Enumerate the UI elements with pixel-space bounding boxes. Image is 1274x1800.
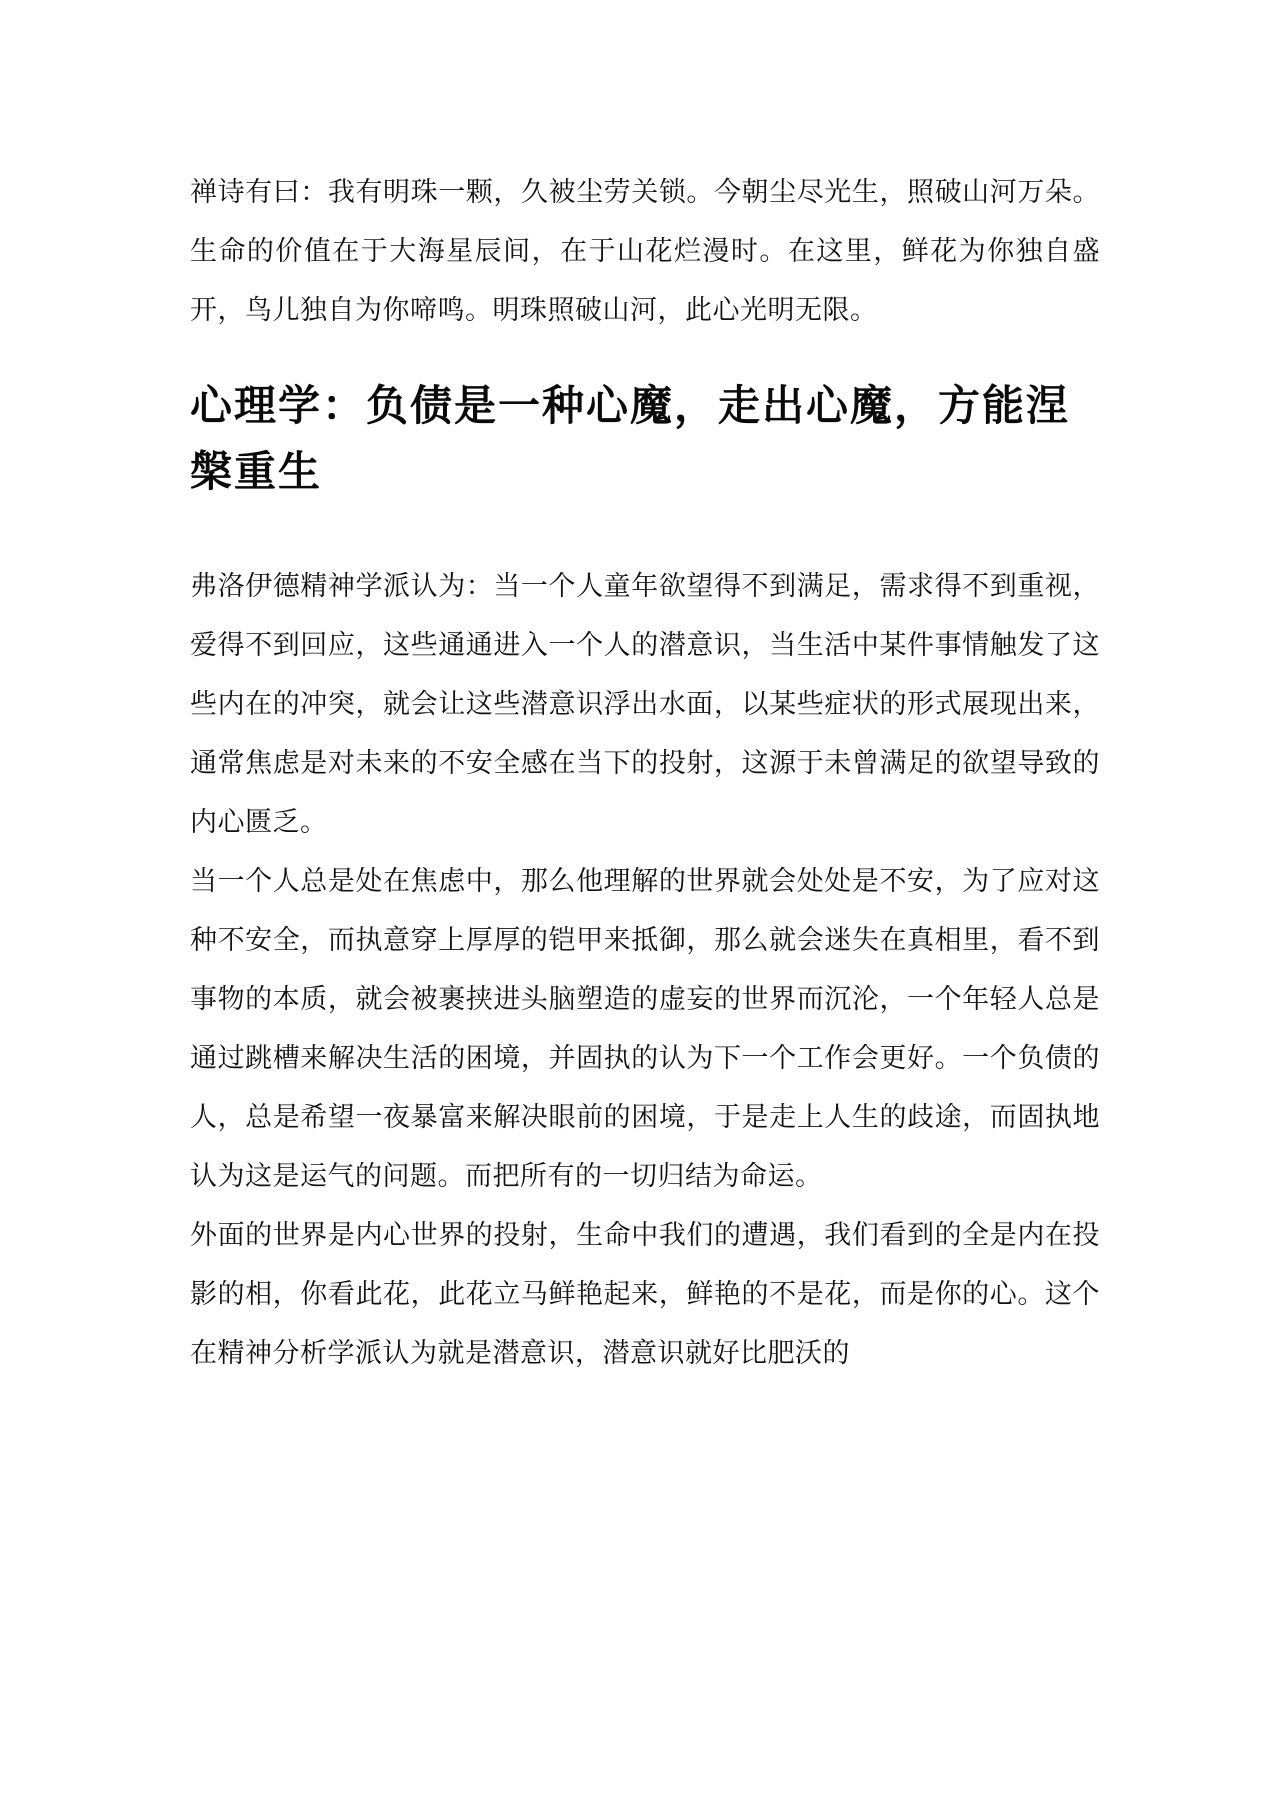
body-paragraph-2: 当一个人总是处在焦虑中，那么他理解的世界就会处处是不安，为了应对这种不安全，而执意穿上厚厚的铠甲来抵御，那么就会迷失在真相里，看不到事物的本质，就会被裹挟进头脑塑造的虚妄的世界而沉沦，一个年轻人总是通过跳槽来解决生活的困境，并固执的认为下一个工作会更好。一个负债的人，总是希望一夜暴富来解决眼前的困境，于是走上人生的歧途，而固执地认为这是运气的问题。而把所有的一切归结为命运。 [190,866,1100,1192]
document-body [190,163,1100,1383]
intro-paragraph: 禅诗有曰：我有明珠一颗，久被尘劳关锁。今朝尘尽光生，照破山河万朵。生命的价值在于大海星辰间，在于山花烂漫时。在这里，鲜花为你独自盛开，鸟儿独自为你啼鸣。明珠照破山河，此心光明无限。 [190,177,1100,326]
section-heading: 心理学：负债是一种心魔，走出心魔，方能涅槃重生 [190,381,1071,496]
body-paragraph-3: 外面的世界是内心世界的投射，生命中我们的遭遇，我们看到的全是内在投影的相，你看此花，此花立马鲜艳起来，鲜艳的不是花，而是你的心。这个在精神分析学派认为就是潜意识，潜意识就好比肥沃的 [190,1220,1100,1369]
body-paragraph-1: 弗洛伊德精神学派认为：当一个人童年欲望得不到满足，需求得不到重视，爱得不到回应，这些通通进入一个人的潜意识，当生活中某件事情触发了这些内在的冲突，就会让这些潜意识浮出水面，以某些症状的形式展现出来，通常焦虑是对未来的不安全感在当下的投射，这源于未曾满足的欲望导致的内心匮乏。 [190,571,1100,838]
